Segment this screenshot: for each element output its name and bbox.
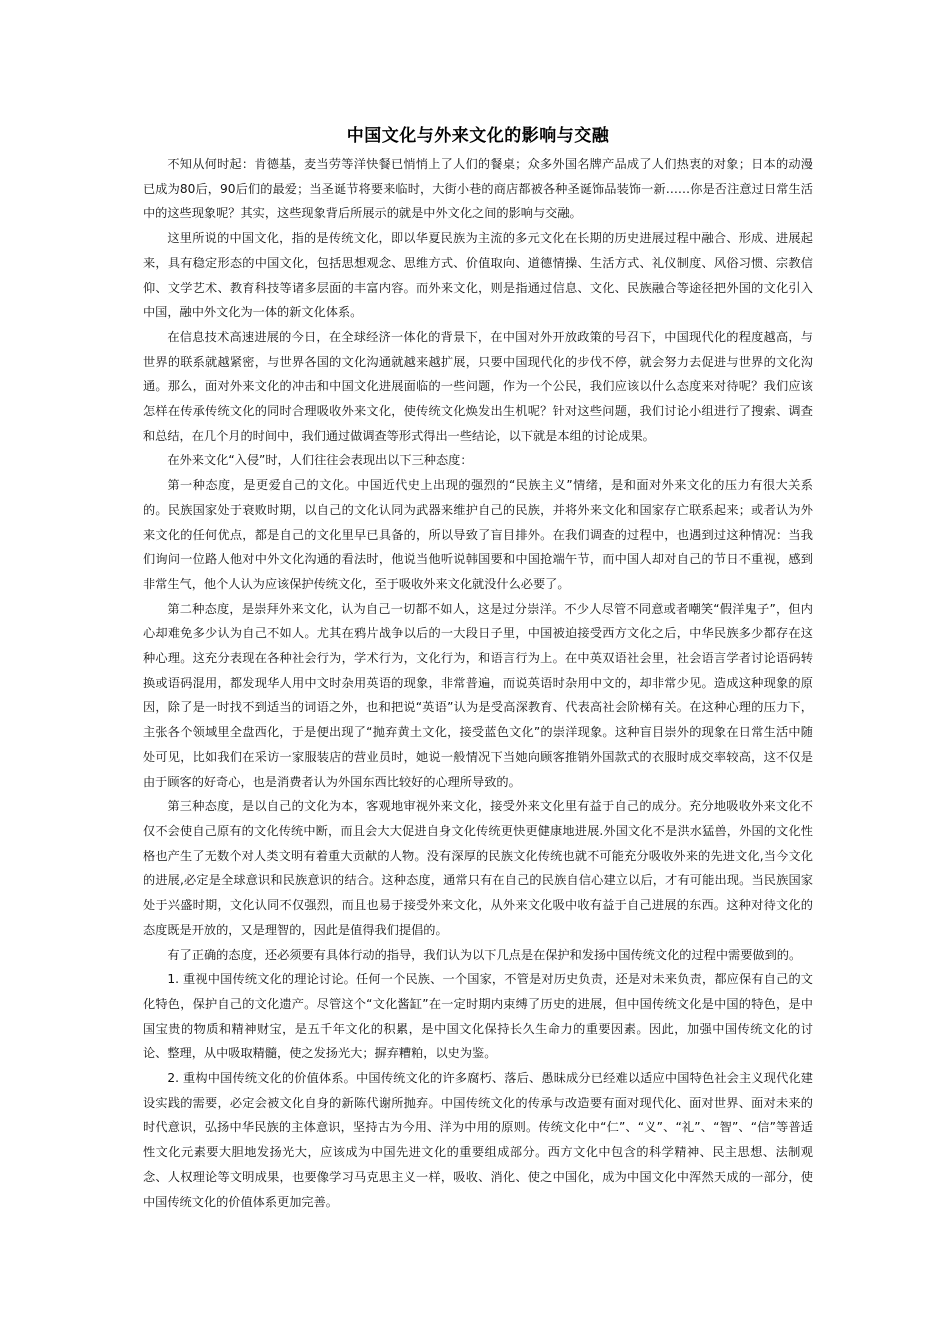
- paragraph-attitude-two: 第二种态度，是崇拜外来文化，认为自己一切都不如人，这是过分崇洋。不少人尽管不同意或者嘲笑“假洋鬼子”，但内心却难免多少认为自己不如人。尤其在鸦片战争以后的一大段日子里，中国被迫接受西方文化之后，中华民族多少都存在这种心理。这充分表现在各种社会行为，学术行为，文化行为，和语言行为上。在中英双语社会里，社会语言学者讨论语码转换或语码混用，都发现华人用中文时杂用英语的现象，非常普遍，而说英语时杂用中文的，却非常少见。造成这种现象的原因，除了是一时找不到适当的词语之外，也和把说“英语”认为是受高深教育、代表高社会阶梯有关。在这种心理的压力下，主张各个领域里全盘西化，于是便出现了“抛弃黄土文化，接受蓝色文化”的崇洋现象。这种盲目崇外的现象在日常生活中随处可见，比如我们在采访一家服装店的营业员时，她说一般情况下当她向顾客推销外国款式的衣服时成交率较高，这不仅是由于顾客的好奇心，也是消费者认为外国东西比较好的心理所导致的。: [143, 601, 813, 789]
- document-title: 中国文化与外来文化的影响与交融: [346, 126, 610, 146]
- paragraph-attitudes-intro: 在外来文化“入侵”时，人们往往会表现出以下三种态度：: [167, 453, 473, 468]
- paragraph-intro: 不知从何时起：肯德基，麦当劳等洋快餐已悄悄上了人们的餐桌；众多外国名牌产品成了人们热衷的对象；日本的动漫已成为80后，90后们的最爱；当圣诞节将要来临时，大街小巷的商店都被各种圣诞饰品装饰一新……你是否注意过日常生活中的这些现象呢？其实，这些现象背后所展示的就是中外文化之间的影响与交融。: [143, 157, 813, 221]
- paragraph-action-two: 2. 重构中国传统文化的价值体系。中国传统文化的许多腐朽、落后、愚昧成分已经难以适应中国特色社会主义现代化建设实践的需要，必定会被文化自身的新陈代谢所抛弃。中国传统文化的传承与改造要有面对现代化、面对世界、面对未来的时代意识，弘扬中华民族的主体意识，坚持古为今用、洋为中用的原则。传统文化中“仁”、“义”、“礼”、“智”、“信”等普适性文化元素要大胆地发扬光大，应该成为中国先进文化的重要组成部分。西方文化中包含的科学精神、民主思想、法制观念、人权理论等文明成果，也要像学习马克思主义一样，吸收、消化、使之中国化，成为中国文化中浑然天成的一部分，使中国传统文化的价值体系更加完善。: [143, 1071, 813, 1209]
- paragraph-actions-intro: 有了正确的态度，还必须要有具体行动的指导，我们认为以下几点是在保护和发扬中国传统文化的过程中需要做到的。: [167, 947, 802, 962]
- paragraph-definition: 这里所说的中国文化，指的是传统文化，即以华夏民族为主流的多元文化在长期的历史进展过程中融合、形成、进展起来，具有稳定形态的中国文化，包括思想观念、思维方式、价值取向、道德情操、生活方式、礼仪制度、风俗习惯、宗教信仰、文学艺术、教育科技等诸多层面的丰富内容。而外来文化，则是指通过信息、文化、民族融合等途径把外国的文化引入中国，融中外文化为一体的新文化体系。: [143, 231, 813, 320]
- paragraph-background: 在信息技术高速进展的今日，在全球经济一体化的背景下，在中国对外开放政策的号召下，中国现代化的程度越高，与世界的联系就越紧密，与世界各国的文化沟通就越来越扩展，只要中国现代化的步伐不停，就会努力去促进与世界的文化沟通。那么，面对外来文化的冲击和中国文化进展面临的一些问题，作为一个公民，我们应该以什么态度来对待呢？我们应该怎样在传承传统文化的同时合理吸收外来文化，使传统文化焕发出生机呢？针对这些问题，我们讨论小组进行了搜索、调查和总结，在几个月的时间中，我们通过做调查等形式得出一些结论，以下就是本组的讨论成果。: [143, 329, 813, 443]
- document-page: [143, 124, 813, 1214]
- paragraph-attitude-three: 第三种态度，是以自己的文化为本，客观地审视外来文化，接受外来文化里有益于自己的成分。充分地吸收外来文化不仅不会使自己原有的文化传统中断，而且会大大促进自身文化传统更快更健康地进展.外国文化不是洪水猛兽，外国的文化性格也产生了无数个对人类文明有着重大贡献的人物。没有深厚的民族文化传统也就不可能充分吸收外来的先进文化,当今文化的进展,必定是全球意识和民族意识的结合。这种态度，通常只有在自己的民族自信心建立以后，才有可能出现。当民族国家处于兴盛时期，文化认同不仅强烈，而且也易于接受外来文化，从外来文化吸中收有益于自己进展的东西。这种对待文化的态度既是开放的，又是理智的，因此是值得我们提倡的。: [143, 799, 813, 937]
- paragraph-action-one: 1. 重视中国传统文化的理论讨论。任何一个民族、一个国家，不管是对历史负责，还是对未来负责，都应保有自己的文化特色，保护自己的文化遗产。尽管这个“文化酱缸”在一定时期内束缚了历史的进展，但中国传统文化是中国的特色，是中国宝贵的物质和精神财宝，是五千年文化的积累，是中国文化保持长久生命力的重要因素。因此，加强中国传统文化的讨论、整理，从中吸取精髓，使之发扬光大；摒弃糟粕，以史为鉴。: [143, 972, 813, 1061]
- paragraph-attitude-one: 第一种态度，是更爱自己的文化。中国近代史上出现的强烈的“民族主义”情绪，是和面对外来文化的压力有很大关系的。民族国家处于衰败时期，以自己的文化认同为武器来维护自己的民族，并将外来文化和国家存亡联系起来；或者认为外来文化的任何优点，都是自己的文化里早已具备的，所以导致了盲目排外。在我们调查的过程中，也遇到过这种情况：当我们询问一位路人他对中外文化沟通的看法时，他说当他听说韩国要和中国抢端午节，而中国人却对自己的节日不重视，感到非常生气，他个人认为应该保护传统文化，至于吸收外来文化就没什么必要了。: [143, 478, 813, 591]
